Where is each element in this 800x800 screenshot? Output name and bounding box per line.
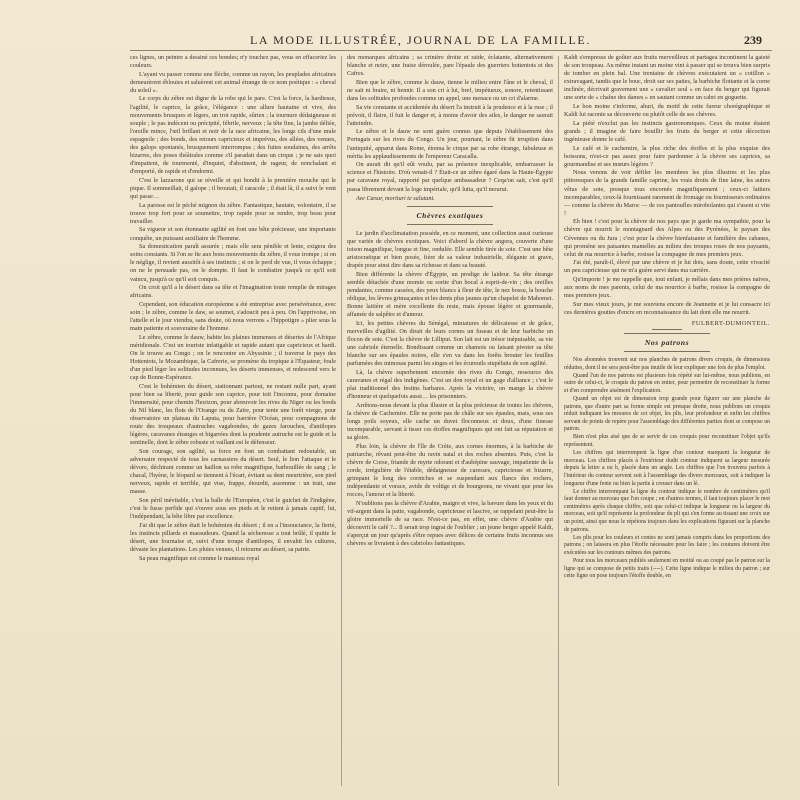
- paragraph: Quand un objet est de dimension trop grande pour figurer sur une planche de patrons, que d'autre part sa forme simple est presque droite, nous publions un croquis réduit indiquant les mesures de cet objet, les plis, leur profondeur et enfin les chiffres servant de points de repère pour l'assemblage des différentes parties dont se compose un patron.: [564, 395, 770, 433]
- paragraph: Sur mes vieux jours, je me souviens encore de Jeannette et je lui consacre ici ces dernières gouttes d'encre en reconnaissance du lait dont elle me nourrit.: [564, 300, 770, 316]
- paragraph: Son péril inévitable, c'est la balle de l'Européen, c'est le guichet de l'indigène, c'est le fusse perfide qui s'ouvre sous ses pieds et le retient à jamais captif, lui, l'indépendant, la bête libre par excellence.: [130, 497, 336, 521]
- paragraph: Son courage, son agilité, sa force en font un combattant redoutable, un adversaire respecté de tous les carnassiers du désert. Seul, le lion l'attaque et le dévore, déchirant comme un haillon sa robe magnifique, barbouillée de sang ; le chacal, l'hyène, le léopard se tiennent à l'écart, évitant sa dent meurtrière, son pied nerveux, rapide et terrible, qui vise, frappe, étourdit, assomme : un trait, une masse.: [130, 448, 336, 496]
- section-heading: Nos patrons: [644, 338, 690, 347]
- paragraph: Pour tous les morceaux publiés seulement en moitié ou au coupé pas le patron sur la ligne qui se compose de petits traits (----). Cette ligne indique le milieu du patron ; sur cette ligne on pose toujours l'étoffe double, en: [564, 557, 770, 580]
- paragraph: Le bon moine s'informe, ahuri, du motif de cette fureur chorégraphique et Kaldi lui raconte sa découverte ou plutôt celle de ses chèvres.: [564, 103, 770, 119]
- paragraph: Eh bien ! c'est pour la chèvre de nos pays que je garde ma sympathie, pour la chèvre qui nourrit le montagnard des Alpes ou des Pyrénées, le paysan des Cévennes ou du Jura ; c'est pour la chèvre bienfaisante et familière des cabanes, qui promène ses paisantes mamelles au milieu des troupes roses de nos paysants, celui de ma nourrice à barbe, rosisse la compagne de mes premiers jeux.: [564, 218, 770, 258]
- latin-motto: Ave Cæsar, morituri te salutant.: [356, 194, 435, 202]
- paragraph: J'ai dit que le zèbre était le bohémien du désert ; il en a l'insouciance, la fierté, les instincts pillards et maraudeurs. Quand la sécheresse a tout brûlé, il quitte le désert, une fournaise et, suivi d'une troupe d'antilopes, il envahit les cultures, dévaste les plantations. Les pluies venues, il retourne au désert, sa patrie.: [130, 521, 336, 554]
- signature-rule: [652, 329, 682, 330]
- paragraph: Le corps du zèbre est digne de la robe qui le pare. C'est la force, la hardiesse, l'agilité, le caprice, la grâce, l'élégance : une allure hautaine et vive, des mouvements brusques et légers, un trot rapide, sûrien ; la tournure dédaigneuse et souple ; le pas indécent ou précipité, fébrile, nerveux ; la tête fine, la jambe déliée, l'oreille mince, l'œil brillant et noir de la race africaine, les longs cils d'une mule espagnole ; des bonds, des retours capricieux et imprévus, des allées, des venues, des galops spontanés, brusquement interrompus ; des fuites soudaines, des arrêts bizarres, des poses théâtrales comme s'il paradait dans un cirque ; je ne sais quoi d'impatient, de tourmenté, d'inquiet, d'abstinent, de rageur, de nonchalant et d'emporté, de rapide et d'endormi.: [130, 95, 336, 176]
- paragraph: Quand l'un de nos patrons est plusieurs fois répété sur lui-même, nous publions, en outre de celui-ci, le croquis du patron en entier, pour permettre de reconstituer la forme et d'en comprendre aisément l'explication.: [564, 372, 770, 394]
- paragraph: C'est le lazzarone qui se réveille et qui bondit à la première mouche qui le pique. Il sommeillait, il galope ; il broutait, il caracole ; il était là, il a suivi le vent qui passe…: [130, 176, 336, 201]
- paragraph: Bien que le zèbre, comme le dauw, tienne le milieu entre l'âne et le cheval, il ne sait ni braire, ni hennir. Il a son cri à lui, bref, impétueux, sonore, retentissant dans les solitudes profondes comme un appel, une menace ou un cri d'alarme.: [347, 78, 553, 102]
- paragraph: Nos abonnées trouvent sur nos planches de patrons divers croquis, de dimensions réduites, dont il ne sera peut-être pas inutile de leur expliquer une fois de plus l'emploi.: [564, 357, 770, 371]
- paragraph: Qu'importe ! je me rappelle que, tout enfant, je mêlais dans mes prières naïves, aux noms de mes parents, celui de ma nourrice à barbe, rosisse la compagne de mes premiers jeux.: [564, 276, 770, 300]
- paragraph: Sa peau magnifique est comme le manteau royal: [139, 554, 260, 562]
- paragraph: L'ayant vu passer comme une flèche, comme un rayon, les peuplades africaines demeurèrent éblouies et saluèrent cet animal étrange de ce nom poétique : « cheval du soleil ».: [130, 70, 336, 94]
- patrons-section: [564, 357, 770, 581]
- paragraph: Les chiffres qui interrompent la ligne d'un contour marquent la longueur de morceau. Les chiffres placés à l'extérieur dudit contour indiquent sa largeur mesurée depuis la lettre a ou b, placée dans un angle. Les chiffres que l'on trouvera parfois à l'intérieur du contour servent soit à l'assemblage des divers morceaux, soit à indiquer la longueur d'une fente ou bien la partie à creuser dans un lé.: [564, 450, 770, 487]
- paragraph: Bien n'est plus aisé que de se servir de ces croquis pour reconstituer l'objet qu'ils représentent.: [564, 434, 770, 449]
- paragraph: La paresse est le péché mignon du zèbre. Fantastique, hautain, volontaire, il se trouve trop fort pour se soumettre, trop rapide pour se rendre, trop beau pour travailler.: [130, 201, 336, 225]
- text-columns: [130, 54, 775, 790]
- paragraph: Sa domestication paraît assurée ; mais elle sera pénible et lente, exigera des soins constants. Si l'on se fie aux bons mouvements du zèbre, il vous trompe ; si on le néglige, il revient aussitôt à ses instincts ; si on le perd de vue, il vous échappe ; on ne le persuade pas, on le dompte. Il faut le combattre jusqu'à ce qu'il soit vaincu, jusqu'à ce qu'il soit conquis.: [130, 243, 336, 283]
- paragraph: Plus loin, la chèvre de l'île de Crète, aux cornes énormes, à la barbiche de patriarche, rêvant peut-être du ravin natal et des roches absentes. Puis, c'est la chèvre de Corse, friande de myrte odorant et d'aubépine sauvage, impatiente de la corde, irrégulière de l'étable, dédaigneuse de caresses, capricieuse et bizarre, grimpant le long des corniches et se suspendant aux flancs des rochers, indépendante et vorace, avide de voltige et de bourgeons, ne vivant que pour les rocces, l'amour et la liberté.: [347, 442, 553, 499]
- heading-rule-top: [624, 333, 710, 334]
- heading-rule-top: [407, 206, 493, 207]
- header-rule: [130, 50, 772, 51]
- paragraph: C'est le bohémien du désert, stationnant partout, ne restant nulle part, ayant pour bien sa liberté, pour guide son caprice, pour toit l'inconnu, pour domaine l'immensité, pour chemin l'horizon, pour abreuvoir les rives du Niger ou les bords du Nil blanc, les flots de l'Orange ou du Zaïre, pour tente une forêt vierge, pour observatoire un plateau du Laputa, pour barrière l'Océan, pour compagnons de route des troupeaux d'autruches vagabondes, de gazes farouches, d'antilopes légères, caravanes étranges et bigarrées dont la prudente autruche est le guide et la sentinelle, dont le zèbre robuste et vaillant est le défenseur.: [130, 382, 336, 447]
- heading-rule-bottom: [407, 224, 493, 225]
- section-heading: Chèvres exotiques: [416, 210, 484, 220]
- paragraph: Là, la chèvre superbement encornée des rives du Congo, ressource des caravanes et régal des indigènes. C'est un don royal et un gage d'alliance ; c'est le plat traditionnel des festins barbares. Après la victoire, on mange la chèvre d'honneur et quelquefois aussi… les prisonniers.: [347, 368, 553, 400]
- column-divider: [558, 56, 559, 786]
- page-number: 239: [744, 33, 762, 47]
- paragraph: Sa vigueur et son étonnante agilité en font une bête précieuse, une importante conquête, un puissant auxiliaire de l'homme.: [130, 226, 336, 242]
- paragraph: Bien différente la chèvre d'Égypte, un prodige de laideur. Sa tête étrange semble détachée d'une momie ou sortie d'un bocal à esprit-de-vin ; des oreilles pendantes, comme cassées, des yeux blancs à fleur de tête, le nez bossu, la bouche oblique, les lèvres grimaçantes et les dents plus jaunes qu'un chapelet de Mahomet. Bonne laitière et mère excellente du reste, mais épouse légère et gourmande, affamée de salpêtre et d'amour.: [347, 270, 553, 319]
- column-divider: [341, 56, 342, 786]
- paragraph: Les plis pour les couleurs et contes ne sont jamais compris dans les proportions des patrons ; on laissera en plus l'étoffe nécessaire pour les faire ; les coutures doivent être exécutées sur les contours mêmes des patrons.: [564, 534, 770, 556]
- author-signature: FULBERT-DUMONTEIL.: [691, 320, 770, 327]
- running-title: LA MODE ILLUSTRÉE, JOURNAL DE LA FAMILLE.: [250, 33, 591, 47]
- paragraph: La piété n'exclut pas les instincts gastronomiques. Ceux du moine étaient grands ; il imagine de faire bouillir les fruits du berger et cette décoction ingénieuse donne le café.: [564, 119, 770, 143]
- paragraph: Le café et le cachemire, la plus riche des étoffes et la plus exquise des boissons, n'est-ce pas assez pour faire pardonner à la chèvre ses caprices, sa gourmandise et ses mœurs légères ?: [564, 144, 770, 168]
- section-heading-block: [347, 206, 553, 230]
- column-3: [564, 54, 770, 790]
- column-1: [130, 54, 336, 790]
- paragraph: Nous venons de voir défiler les membres les plus illustres et les plus pittoresques de la grande famille caprine, les vrais droits de fine laine, les autres vêtus de soie, presque tous encornés magnifiquement ; ceux-ci laitiers incomparables, ceux-là fournissant rarement de fromage ou fournisseurs ordinaires — comme la chèvre du Maroc — de ces pantoufles mirobolantes qui s'usent si vite !: [564, 169, 770, 217]
- paragraph: Arrêtons-nous devant la plus illustre et la plus précieuse de toutes les chèvres, la chèvre de Cachemire. Elle ne porte pas de châle sur ses épaules, mais, sous ses longs poils soyeux, elle cache un duvet floconneux et doux, d'une finesse incomparable, servant à tisser ces étoffes magnifiques qui ont fait sa réputation et sa gloire.: [347, 401, 553, 441]
- paragraph: des monarques africains ; sa crinière droite et raide, éclatante, alternativement blanche et noire, une fraise déroulée, pare l'épaule des guerriers hottentots et des Cafres.: [347, 54, 553, 78]
- paragraph: Sa vie constante et accidentée du désert l'a instruit à la prudence et à la ruse ; il prévoit, il flaire, il fuit le danger et, à moins d'avoir des ailes, le danger ne saurait l'atteindre.: [347, 103, 553, 127]
- paragraph: Le zèbre et le dauw ne sont guère connus que depuis l'établissement des Portugais sur les rives du Congo. Un jour, pourtant, le zèbre fit irruption dans l'antiquité, apparut dans Rome, étonna le cirque par sa robe étrange, fabuleuse et mérita les applaudissements de l'empereur Caracalla.: [347, 128, 553, 160]
- section-heading-block: [564, 333, 770, 357]
- paragraph: Le jardin d'acclimatation possède, en ce moment, une collection aussi curieuse que variée de chèvres exotiques. Voici d'abord la chèvre angora, couverte d'une toison magnifique, longue et fine, ondulée. Elle semble tirée de soie. C'est une bête aristocratique et bien posée, fière de sa valeur industrielle, élégante et grave, drapée pour ainsi dire dans sa richesse et dans sa beauté.: [347, 229, 553, 269]
- paragraph: Le zèbre, comme le dauw, habite les plaines immenses et désertes de l'Afrique méridionale. C'est un touriste infatigable et rapide autant que capricieux et hardi. On le trouve au Congo ; on le rencontre en Abyssinie ; il traverse le pays des Hottentots, le Mozambique, la Cafrerie, se promène du tropique à l'Équateur, foule d'un pied léger les solitudes inconnues, les déserts immenses, et redescend vers le cap de Bonne-Espérance.: [130, 333, 336, 382]
- paragraph: Ici, les petites chèvres du Sénégal, miniatures de délicatesse et de grâce, merveilles d'agilité. On dirait de leurs cornes un fuseau et de leur barbiche un flocon de soie. C'est la chèvre de Lilliput. Son lait est un trésor inépuisable, sa vie une cabriole éternelle. Bondissant comme un chamois ou faisant pivoter sa tête blanche sur ses épaules noires, elle s'en va dans les forêts brouter les feuilles parfumées des mimosas parmi les singes et les écureuils stupéfaits de son agilité.: [347, 319, 553, 368]
- paragraph: On aurait dit qu'il eût voulu, par sa présence inexplicable, embarrasser la science et l'histoire. D'où venait-il ? Était-ce un zèbre égaré dans la Haute-Égypte par caravane royal, rapporté par quelque ambassadeur ? Ceqa'on sait, c'est qu'il passa librement devant la loge impériale, qu'il lutta, qu'il mourut.: [347, 161, 553, 193]
- heading-rule-bottom: [624, 351, 710, 352]
- paragraph: J'ai été, paraît-il, élevé par une chèvre et je lui dois, sans doute, cette vivacité un peu capricieuse qui ne m'a guère servi dans ma carrière.: [564, 259, 770, 275]
- paragraph: N'oublions pas la chèvre d'Arabie, maigre et vive, la bavure dans les yeux et du vif-argent dans la patte, vagabonde, capricieuse et lascive, se rappelant peut-être la gloire immortelle de sa race. N'est-ce pas, en effet, une chèvre d'Arabie qui découvrit le café ?... Il serait trop ingrat de l'oublier ; un jeune berger appelé Kaldi, s'aperçut un jour qu'après s'être repues avec délices de certains fruits inconnus ses chèvres se livraient à des cabrioles fantastiques.: [347, 499, 553, 548]
- column-2: [347, 54, 553, 790]
- paragraph: ces lignes, un peintre a dessiné ces bondes; n'y touchez pas, vous en effaceriez les couleurs.: [130, 54, 336, 70]
- running-head: [130, 33, 770, 47]
- paragraph: Le chiffre interrompant la ligne du contour indique le nombre de centimètres qu'il faut donner au morceau que l'on coupe ; en d'autres termes, il faut toujours placer le mot centimètres après chaque chiffre, soit que celui-ci indique la longueur ou la largeur du morceau, soit qu'il représente la profondeur du pli qui s'en forme au tissant une croix sur un point, ainsi que nous le répétons toujours dans les explications figurant sur la planche de patrons.: [564, 488, 770, 533]
- paragraph: Kaldi s'empresse de goûter aux fruits merveilleux et partagea incontinent la gaieté de son troupeau. Au même instant un moine vint à passer qui se trouva bien surpris de tomber en plein bal. Une trentaine de chèvres exécutaient un « cotillon » extravagant, tandis que le bouc, droit sur ses pattes, la barbiche flottante et la corne inclinée, décrivait gravement une « cavalier seul » en face du berger qui figurait une sorte de « chaîne des dames » en sautant comme un cabri en goguette.: [564, 54, 770, 102]
- paragraph: Cependant, son éducation européenne a été entreprise avec persévérance, avec soin ; le zèbre, comme le daw, se soumet, s'adoucit peu à peu. On l'apprivoise, on l'attelle et le jour viendra, sans doute, où nous verrons « l'hippotigre » plier sous la main patiente et souveraine de l'homme.: [130, 300, 336, 333]
- paragraph: On croit qu'il a le désert dans sa tête et l'imagination toute remplie de mirages africains.: [130, 284, 336, 300]
